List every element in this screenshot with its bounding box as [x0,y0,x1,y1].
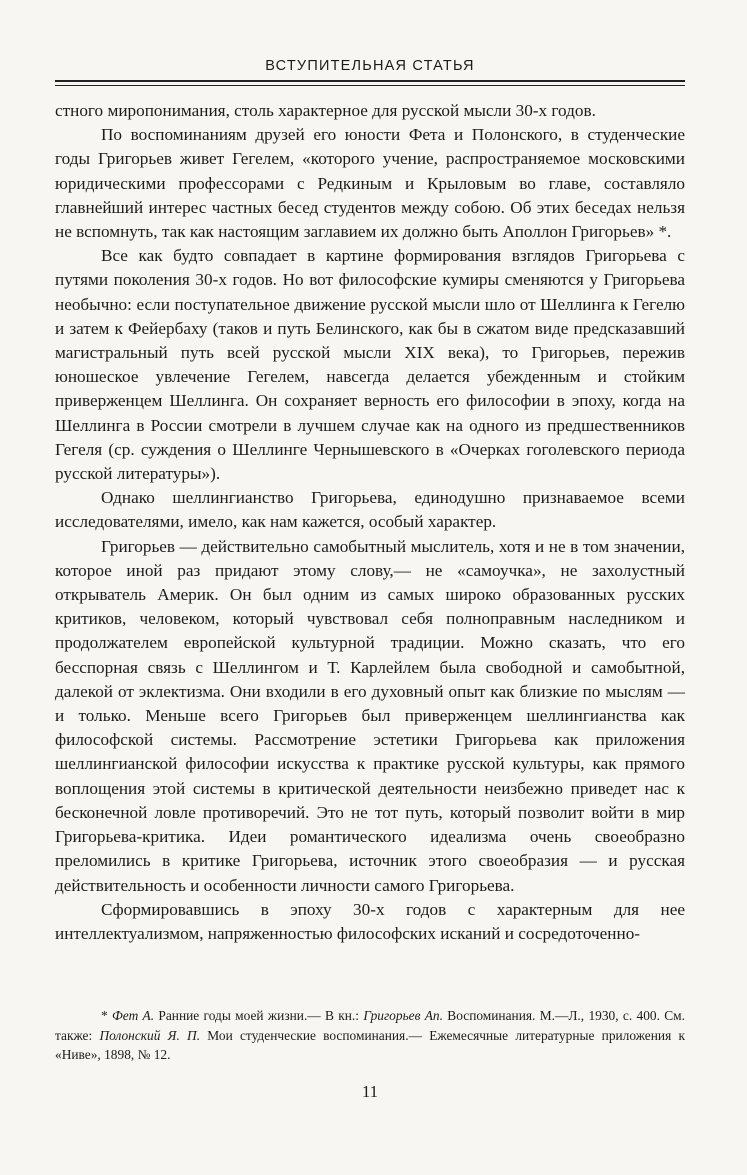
paragraph: Все как будто совпадает в картине формирования взглядов Григорьева с путями поколения 30-х годов. Но вот философские кумиры сменяются у Григорьева необычно: если поступательное движение русской мысли шло от Шеллинга к Гегелю и затем к Фейербаху (таков и путь Белинского, как бы в сжатом виде предсказавший магистральный путь всей русской мысли XIX века), то Григорьев, пережив юношеское увлечение Гегелем, навсегда делается убежденным и стойким приверженцем Шеллинга. Он сохраняет верность его философии в эпоху, когда на Шеллинга в России смотрели в лучшем случае как на одного из предшественников Гегеля (ср. суждения о Шеллинге Чернышевского в «Очерках гоголевского периода русской литературы»). [55,246,685,484]
paragraph: Григорьев — действительно самобытный мыслитель, хотя и не в том значении, которое иной раз придают этому слову,— не «самоучка», не захолустный открыватель Америк. Он был одним из самых широко образованных русских критиков, человеком, который чувствовал себя полноправным наследником и продолжателем европейской культурной традиции. Можно сказать, что его бесспорная связь с Шеллингом и Т. Карлейлем была свободной и самобытной, далекой от эклектизма. Они входили в его духовный опыт как близкие по мыслям — и только. Меньше всего Григорьев был приверженцем шеллингианства как философской системы. Рассмотрение эстетики Григорьева как приложения шеллингианской философии искусства к практике русской культуры, как прямого воплощения этой системы в критической деятельности неизбежно приведет нас к бесконечной ловле противоречий. Это не тот путь, который позволит войти в мир Григорьева-критика. Идеи романтического идеализма очень своеобразно преломились в критике Григорьева, источник этого своеобразия — и русская действительность и особенности личности самого Григорьева. [55,536,685,895]
paragraph: По воспоминаниям друзей его юности Фета и Полонского, в студенческие годы Григорьев живет Гегелем, «которого учение, распространяемое московскими юридическими профессорами с Редкиным и Крыловым во главе, составляло главнейший интерес частных бесед студентов между собою. Об этих беседах нельзя не вспомнуть, так как настоящим заглавием их должно быть Аполлон Григорьев» *. [55,125,685,242]
running-header: ВСТУПИТЕЛЬНАЯ СТАТЬЯ [265,58,475,74]
header-rule-thick [55,80,685,82]
page-number: 11 [361,1082,379,1101]
footnote-marker: * [101,1008,108,1023]
footnote [55,1006,685,1065]
footnote-author: Григорьев Ап. [363,1008,443,1023]
footnote-segment: Воспоминания. М.—Л., 1930, с. 400. См. также: [55,1008,685,1043]
main-text [55,99,685,946]
paragraph: Однако шеллингианство Григорьева, единодушно признаваемое всеми исследователями, имело, как нам кажется, особый характер. [55,488,685,532]
header-rule-thin [55,85,685,86]
footnote-segment: Мои студенческие воспоминания.— Ежемесячные литературные приложения к «Ниве», 1898, № 12. [55,1027,685,1062]
footnote-text [55,1006,685,1065]
paragraph: Сформировавшись в эпоху 30-х годов с характерным для нее интеллектуализмом, напряженностью философских исканий и сосредоточенно- [55,899,685,943]
footnote-author: Полонский Я. П. [99,1027,201,1043]
footnote-segment: Ранние годы моей жизни.— В кн.: [154,1008,364,1023]
footnote-author: Фет А. [112,1008,155,1023]
paragraph: стного миропонимания, столь характерное для русской мысли 30-х годов. [55,101,596,120]
